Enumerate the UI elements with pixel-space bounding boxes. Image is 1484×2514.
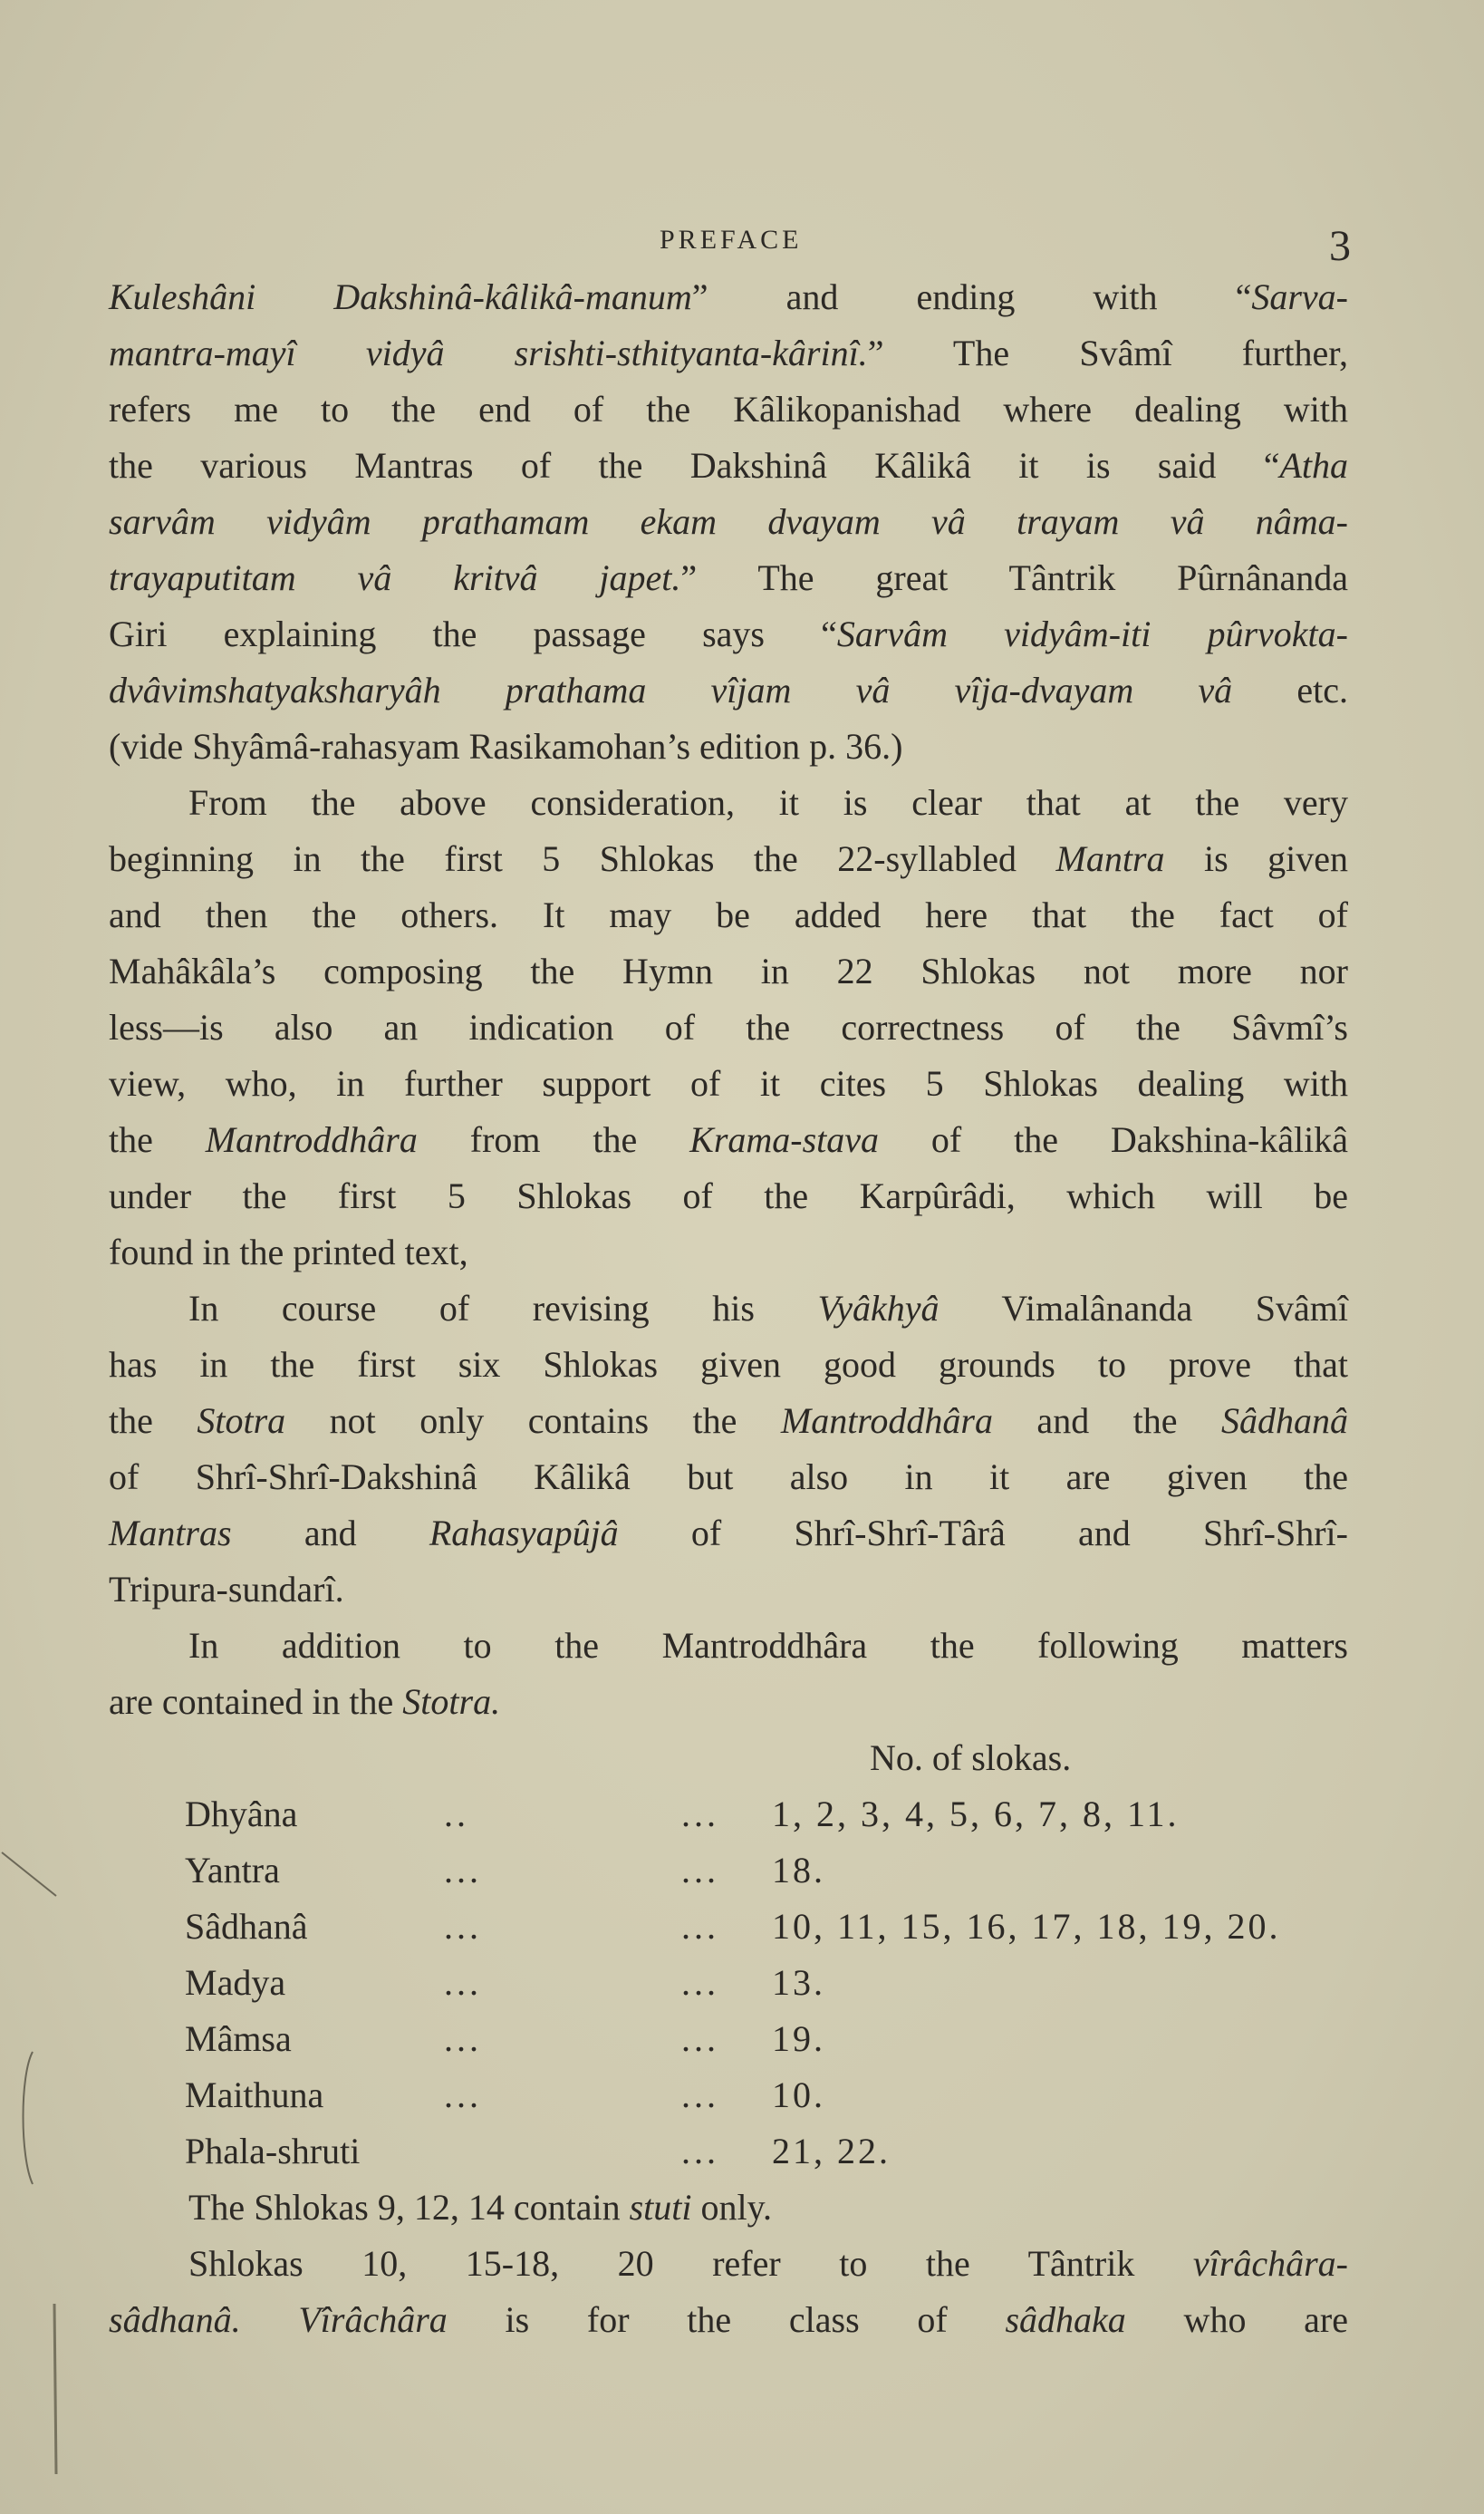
italic-text: Sâdhanâ — [1221, 1400, 1348, 1441]
page-number: 3 — [1329, 222, 1351, 270]
italic-text: Mantras — [109, 1513, 232, 1553]
text-line: view, who, in further support of it cites 5 Shlokas dealing with — [109, 1063, 1348, 1104]
sloka-numbers: 19. — [772, 2018, 825, 2059]
italic-text: Vyâkhyâ — [817, 1288, 940, 1329]
table-row — [109, 1899, 1348, 1955]
text-span: the — [109, 1400, 198, 1441]
text-span: the various Mantras of the Dakshinâ Kâlikâ it is said “ — [109, 445, 1280, 486]
table-heading: No. of slokas. — [870, 1737, 1072, 1778]
italic-text: Sarvâm vidyâm-iti pûrvokta- — [836, 614, 1348, 654]
row-label: Maithuna — [185, 2074, 324, 2115]
italic-text: mantra-mayî vidyâ srishti-sthityanta-kârinî. — [109, 333, 868, 373]
italic-text: trayaputitam vâ kritvâ japet. — [109, 557, 681, 598]
text-span: ” The Svâmî further, — [867, 333, 1348, 373]
leader-dots: ... — [681, 2131, 719, 2171]
text-span: from the — [417, 1119, 690, 1160]
sloka-numbers: 10. — [772, 2074, 825, 2115]
text-span: of the Dakshina-kâlikâ — [879, 1119, 1348, 1160]
italic-text: stuti — [629, 2187, 692, 2228]
leader-dots: ... — [681, 1962, 719, 2003]
sloka-numbers: 13. — [772, 1962, 825, 2003]
leader-dots: ... — [444, 1850, 482, 1890]
sloka-numbers: 18. — [772, 1850, 825, 1890]
text-line — [109, 1674, 1348, 1730]
leader-dots: ... — [681, 2018, 719, 2059]
text-line — [109, 2236, 1348, 2292]
text-line — [109, 438, 1348, 494]
text-line: refers me to the end of the Kâlikopanishad where dealing with — [109, 389, 1348, 430]
leader-dots: ... — [444, 1906, 482, 1947]
text-line — [109, 1281, 1348, 1337]
leader-dots: ... — [681, 2074, 719, 2115]
table-row — [109, 1842, 1348, 1899]
italic-text: Mantroddhâra — [780, 1400, 993, 1441]
italic-text: Sarva- — [1251, 276, 1348, 317]
italic-text: Rahasyapûjâ — [429, 1513, 619, 1553]
italic-text: sâdhaka — [1005, 2299, 1126, 2340]
text-span: not only contains the — [285, 1400, 781, 1441]
row-label: Mâmsa — [185, 2018, 292, 2059]
text-span: the — [109, 1119, 206, 1160]
margin-bracket-mark — [7, 2048, 43, 2193]
text-line — [109, 2292, 1348, 2348]
text-line — [109, 269, 1348, 325]
text-line: found in the printed text, — [109, 1232, 468, 1272]
italic-text: Krama-stava — [689, 1119, 880, 1160]
text-span — [241, 2299, 299, 2340]
leader-dots: ... — [444, 1962, 482, 2003]
text-line: In addition to the Mantroddhâra the following matters — [188, 1625, 1348, 1666]
text-span: only. — [691, 2187, 773, 2228]
text-span: and the — [992, 1400, 1221, 1441]
italic-text: Mantroddhâra — [205, 1119, 418, 1160]
sloka-numbers: 10, 11, 15, 16, 17, 18, 19, 20. — [772, 1906, 1281, 1947]
text-line: Mahâkâla’s composing the Hymn in 22 Shlokas not more nor — [109, 951, 1348, 991]
text-line — [109, 606, 1348, 662]
text-line — [109, 831, 1348, 887]
text-line — [109, 550, 1348, 606]
table-row — [109, 2011, 1348, 2067]
margin-pencil-mark — [0, 1849, 63, 1903]
text-span: beginning in the first 5 Shlokas the 22-syllabled — [109, 838, 1056, 879]
italic-text: Atha — [1279, 445, 1348, 486]
text-span: The Shlokas 9, 12, 14 contain — [188, 2187, 630, 2228]
table-row — [109, 1955, 1348, 2011]
text-line: Tripura-sundarî. — [109, 1569, 344, 1610]
text-line — [109, 2180, 1348, 2236]
text-line: under the first 5 Shlokas of the Karpûrâdi, which will be — [109, 1175, 1348, 1216]
row-label: Dhyâna — [185, 1794, 298, 1834]
row-label: Madya — [185, 1962, 286, 2003]
text-line: has in the first six Shlokas given good grounds to prove that — [109, 1344, 1348, 1385]
leader-dots: ... — [681, 1850, 719, 1890]
margin-line-mark — [47, 2302, 65, 2483]
italic-text: Stotra. — [402, 1681, 501, 1722]
text-line — [109, 662, 1348, 719]
text-line — [109, 1505, 1348, 1562]
text-line — [109, 325, 1348, 382]
text-line: and then the others. It may be added here that the fact of — [109, 894, 1348, 935]
text-span: is for the class of — [447, 2299, 1006, 2340]
row-label: Sâdhanâ — [185, 1906, 308, 1947]
text-span: ” The great Tântrik Pûrnânanda — [680, 557, 1349, 598]
text-line: From the above consideration, it is clear that at the very — [188, 782, 1348, 823]
text-line — [109, 1112, 1348, 1168]
body-text — [109, 269, 1348, 2348]
leader-dots: ... — [681, 1794, 719, 1834]
italic-text: Kuleshâni Dakshinâ-kâlikâ-manum — [109, 276, 692, 317]
text-line: (vide Shyâmâ-rahasyam Rasikamohan’s edition p. 36.) — [109, 726, 903, 767]
table-row — [109, 2123, 1348, 2180]
leader-dots: ... — [444, 2074, 482, 2115]
italic-text: Mantra — [1055, 838, 1165, 879]
text-line — [109, 1393, 1348, 1449]
text-span: who are — [1125, 2299, 1349, 2340]
text-span: are contained in the — [109, 1681, 403, 1722]
page-header — [0, 222, 1484, 270]
running-head: PREFACE — [660, 225, 803, 255]
text-line: of Shrî-Shrî-Dakshinâ Kâlikâ but also in it are given the — [109, 1456, 1348, 1497]
leader-dots: .. — [444, 1794, 469, 1834]
text-span: In course of revising his — [188, 1288, 818, 1329]
italic-text: sâdhanâ. — [109, 2299, 241, 2340]
text-span: etc. — [1232, 670, 1349, 711]
text-span: of Shrî-Shrî-Târâ and Shrî-Shrî- — [618, 1513, 1348, 1553]
text-span: Vimalânanda Svâmî — [939, 1288, 1348, 1329]
row-label: Yantra — [185, 1850, 280, 1890]
sloka-numbers: 1, 2, 3, 4, 5, 6, 7, 8, 11. — [772, 1794, 1180, 1834]
italic-text: vîrâchâra- — [1192, 2243, 1348, 2284]
leader-dots: ... — [444, 2018, 482, 2059]
leader-dots: ... — [681, 1906, 719, 1947]
italic-text: dvâvimshatyaksharyâh prathama vîjam vâ vîja-dvayam vâ — [109, 670, 1233, 711]
sloka-numbers: 21, 22. — [772, 2131, 891, 2171]
text-line: sarvâm vidyâm prathamam ekam dvayam vâ trayam vâ nâma- — [109, 501, 1348, 542]
text-span: and — [231, 1513, 429, 1553]
table-row — [109, 1786, 1348, 1842]
row-label: Phala-shruti — [185, 2131, 361, 2171]
text-span: is given — [1164, 838, 1348, 879]
text-span: Shlokas 10, 15-18, 20 refer to the Tântrik — [188, 2243, 1193, 2284]
italic-text: Stotra — [197, 1400, 286, 1441]
text-span: ” and ending with “ — [691, 276, 1252, 317]
italic-text: Vîrâchâra — [298, 2299, 448, 2340]
text-span: Giri explaining the passage says “ — [109, 614, 837, 654]
text-line: less—is also an indication of the correctness of the Sâvmî’s — [109, 1007, 1348, 1048]
table-row — [109, 2067, 1348, 2123]
